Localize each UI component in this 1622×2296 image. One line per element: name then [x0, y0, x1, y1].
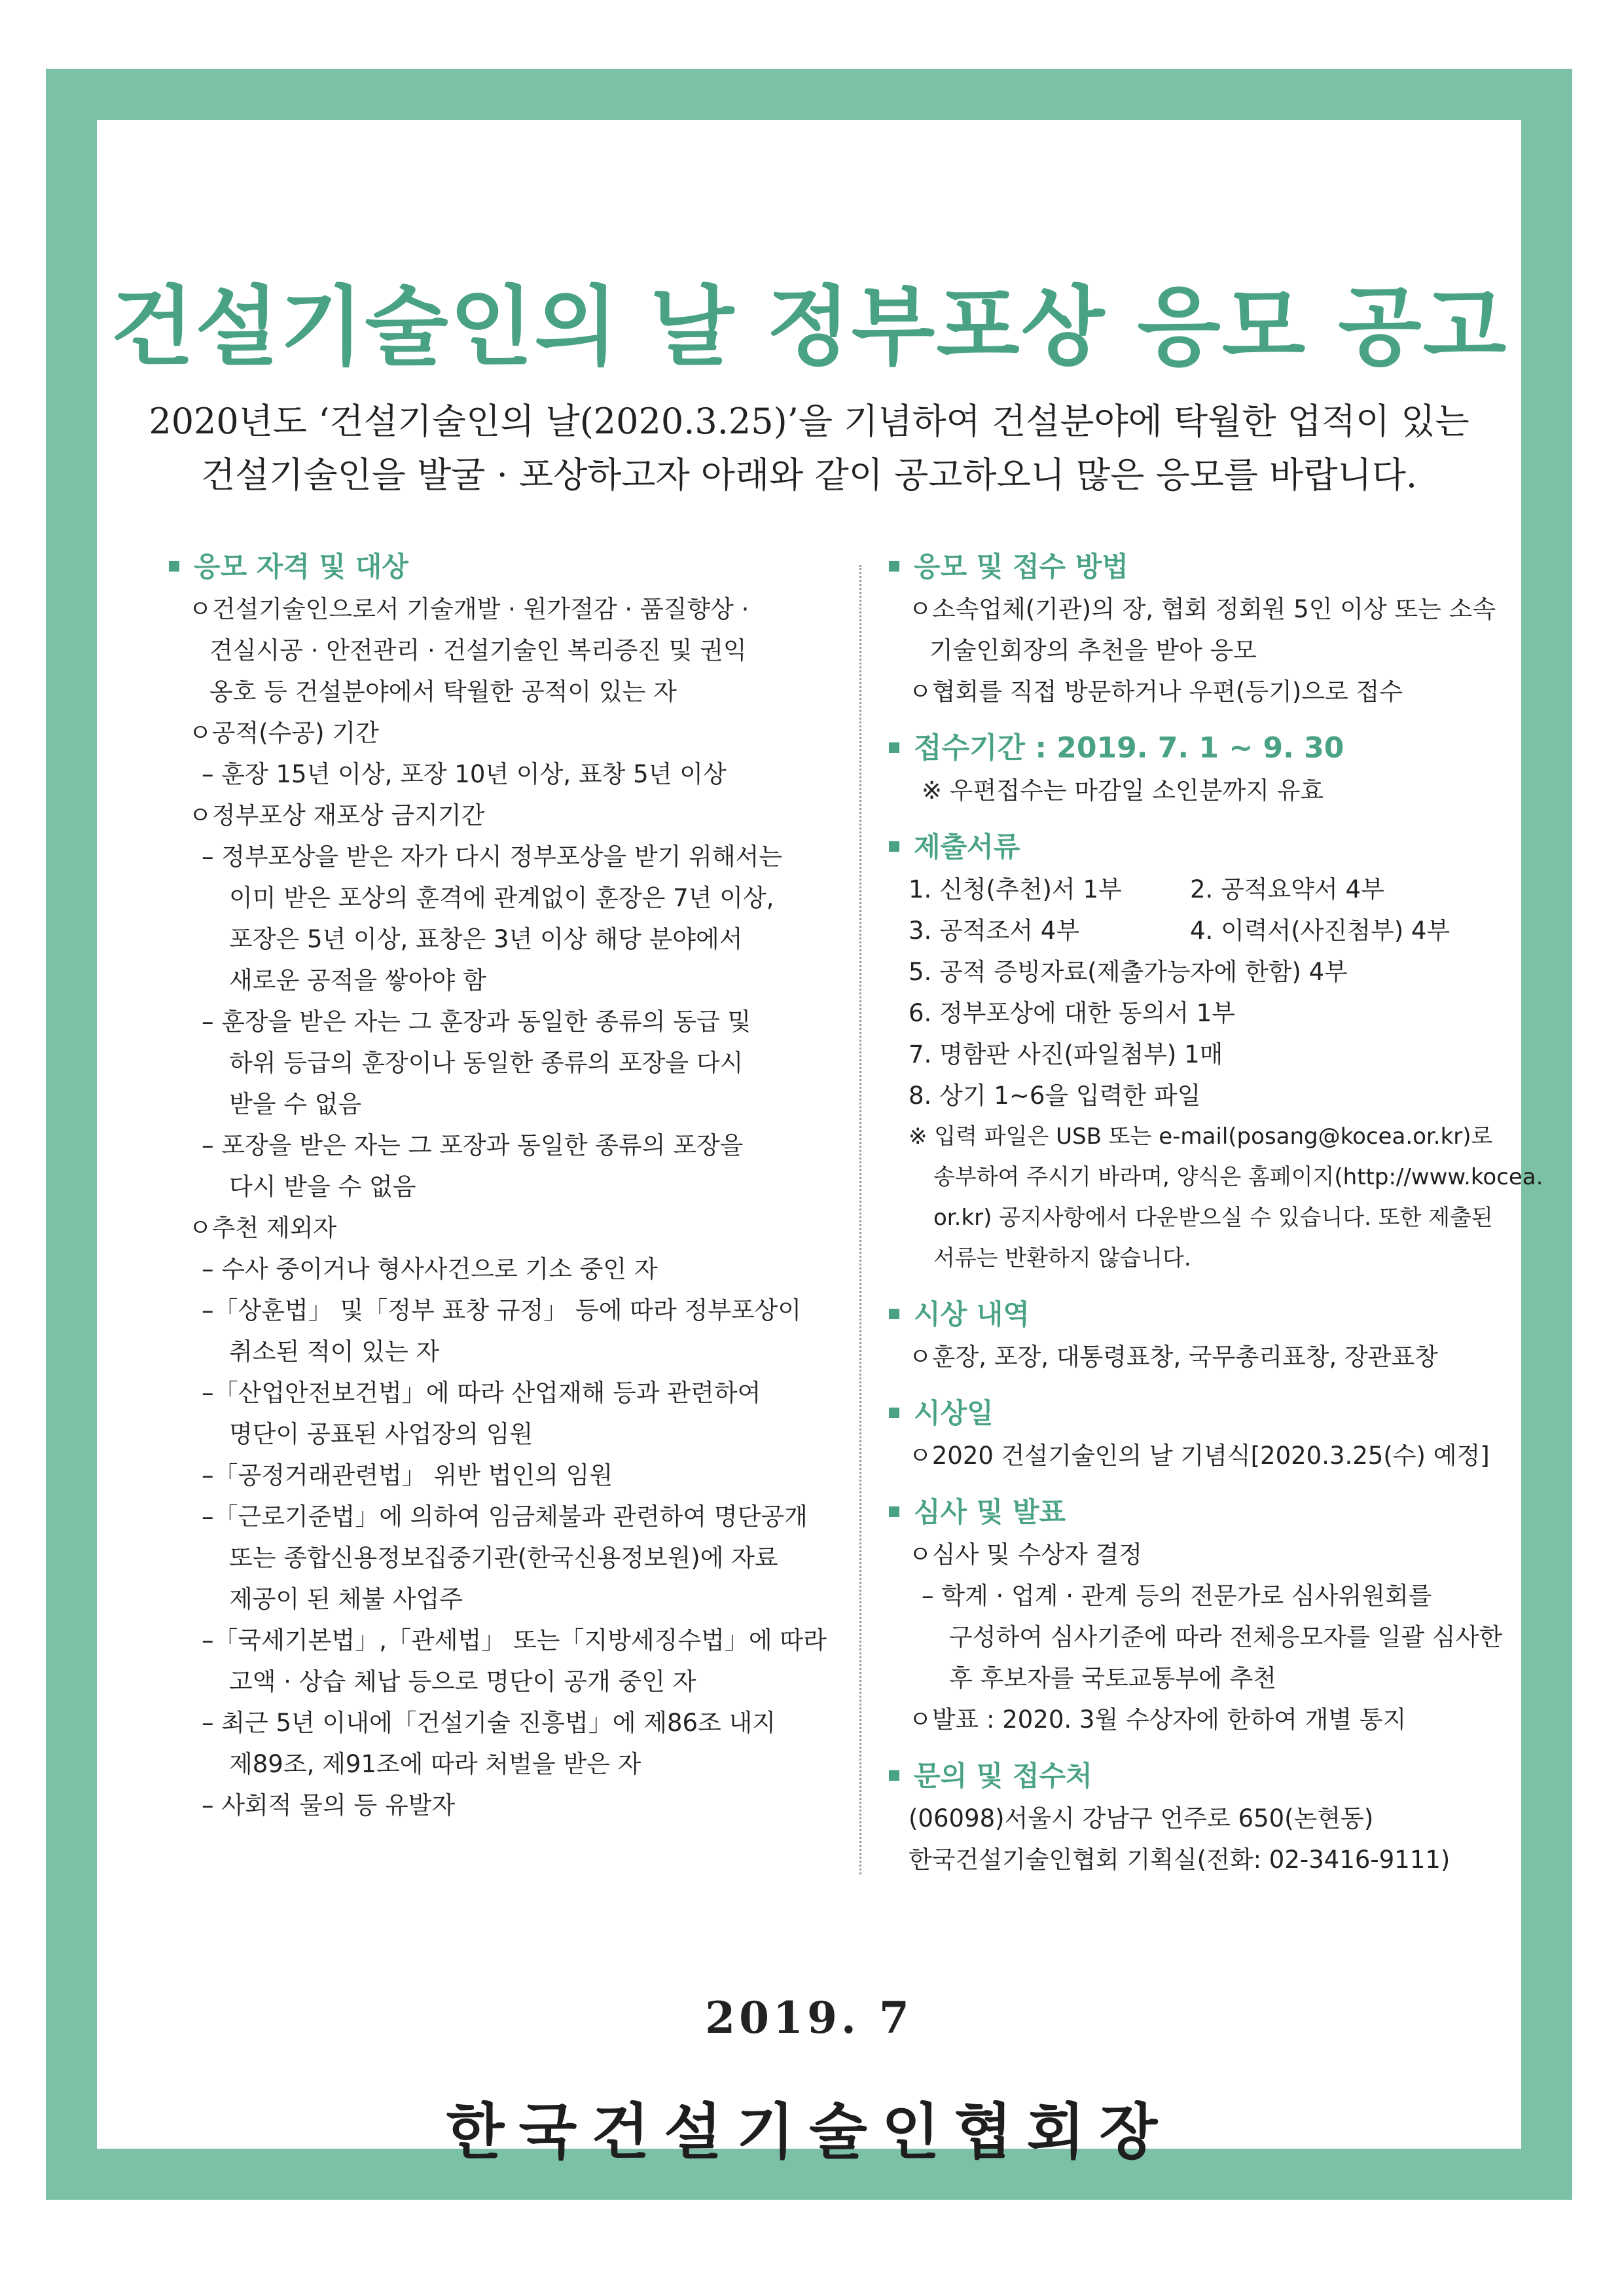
- eligibility-line: –「산업안전보건법」에 따라 산업재해 등과 관련하여: [202, 1379, 761, 1407]
- section-heading-label: 시상일: [914, 1397, 994, 1429]
- eligibility-line: – 최근 5년 이내에「건설기술 진흥법」에 제86조 내지: [202, 1709, 776, 1737]
- section-heading-label: 접수기간 : 2019. 7. 1 ~ 9. 30: [914, 731, 1344, 765]
- method-line: ㅇ협회를 직접 방문하거나 우편(등기)으로 접수: [909, 678, 1403, 706]
- document-item: 7. 명함판 사진(파일첨부) 1매: [909, 1040, 1223, 1068]
- square-bullet-icon: [889, 1408, 899, 1418]
- intro-line: 2020년도 ‘건설기술인의 날(2020.3.25)’을 기념하여 건설분야에 탁월한 업적이 있는: [149, 401, 1469, 442]
- section-heading-label: 응모 자격 및 대상: [194, 551, 408, 583]
- section-heading-label: 심사 및 발표: [914, 1496, 1066, 1528]
- section-heading: [169, 545, 843, 589]
- intro-line: 건설기술인을 발굴 · 포상하고자 아래와 같이 공고하오니 많은 응모를 바랍니다.: [200, 454, 1418, 496]
- eligibility-line: 제89조, 제91조에 따라 처벌을 받은 자: [229, 1750, 641, 1778]
- square-bullet-icon: [889, 1309, 899, 1319]
- page-title: 건설기술인의 날 정부포상 응모 공고: [110, 277, 1508, 378]
- document-item: 8. 상기 1~6을 입력한 파일: [909, 1082, 1201, 1110]
- intro-paragraph: [136, 395, 1482, 502]
- notice-panel: [97, 120, 1543, 2167]
- eligibility-line: –「근로기준법」에 의하여 임금체불과 관련하여 명단공개: [202, 1503, 808, 1531]
- section-heading: [889, 826, 1583, 869]
- eligibility-line: – 훈장을 받은 자는 그 훈장과 동일한 종류의 동급 및: [202, 1008, 751, 1036]
- eligibility-line: 견실시공 · 안전관리 · 건설기술인 복리증진 및 권익: [209, 636, 747, 665]
- section-heading: [889, 1293, 1583, 1336]
- eligibility-line: 제공이 된 체불 사업주: [229, 1585, 463, 1613]
- eligibility-line: 취소된 적이 있는 자: [229, 1338, 440, 1366]
- contact-phone: 한국건설기술인협회 기획실(전화: 02-3416-9111): [909, 1846, 1451, 1874]
- section-heading: [889, 1755, 1583, 1798]
- review-line: ㅇ심사 및 수상자 결정: [909, 1540, 1142, 1569]
- method-line: 기술인회장의 추천을 받아 응모: [929, 636, 1257, 665]
- section-contact: [889, 1755, 1583, 1880]
- section-heading-label: 응모 및 접수 방법: [914, 551, 1128, 583]
- square-bullet-icon: [889, 561, 899, 572]
- eligibility-line: – 훈장 15년 이상, 포장 10년 이상, 표창 5년 이상: [202, 760, 727, 788]
- section-heading-label: 문의 및 접수처: [914, 1760, 1092, 1792]
- section-period: [889, 727, 1583, 811]
- section-heading: [889, 545, 1583, 589]
- document-item: 6. 정부포상에 대한 동의서 1부: [909, 999, 1236, 1027]
- section-method: [889, 545, 1583, 712]
- square-bullet-icon: [889, 1770, 899, 1781]
- issue-date: 2019. 7: [705, 1992, 913, 2043]
- eligibility-line: 다시 받을 수 없음: [229, 1173, 416, 1201]
- document-item: 1. 신청(추천)서 1부: [909, 875, 1122, 903]
- period-note: ※ 우편접수는 마감일 소인분까지 유효: [922, 776, 1324, 805]
- document-item: 5. 공적 증빙자료(제출가능자에 한함) 4부: [909, 958, 1348, 986]
- document-note: 송부하여 주시기 바라며, 양식은 홈페이지(http://www.kocea.: [933, 1164, 1543, 1190]
- document-note: or.kr) 공지사항에서 다운받으실 수 있습니다. 또한 제출된: [933, 1205, 1493, 1231]
- square-bullet-icon: [169, 561, 179, 572]
- eligibility-line: – 포장을 받은 자는 그 포장과 동일한 종류의 포장을: [202, 1131, 744, 1159]
- eligibility-line: 고액 · 상습 체납 등으로 명단이 공개 중인 자: [229, 1667, 696, 1696]
- square-bullet-icon: [889, 841, 899, 852]
- eligibility-line: 하위 등급의 훈장이나 동일한 종류의 포장을 다시: [229, 1049, 744, 1077]
- eligibility-line: 또는 종합신용정보집중기관(한국신용정보원)에 자료: [229, 1544, 778, 1572]
- section-heading-label: 제출서류: [914, 831, 1020, 863]
- document-item: 4. 이력서(사진첨부) 4부: [1190, 917, 1451, 945]
- section-documents: [889, 826, 1583, 1279]
- eligibility-line: 옹호 등 건설분야에서 탁월한 공적이 있는 자: [209, 678, 677, 706]
- eligibility-line: ㅇ추천 제외자: [189, 1214, 337, 1242]
- review-line: ㅇ발표 : 2020. 3월 수상자에 한하여 개별 통지: [909, 1705, 1407, 1734]
- document-item: 2. 공적요약서 4부: [1190, 875, 1384, 903]
- square-bullet-icon: [889, 742, 899, 753]
- contact-address: (06098)서울시 강남구 언주로 650(논현동): [909, 1804, 1374, 1832]
- eligibility-line: – 수사 중이거나 형사사건으로 기소 중인 자: [202, 1255, 658, 1283]
- eligibility-line: –「국세기본법」,「관세법」 또는「지방세징수법」에 따라: [202, 1626, 827, 1654]
- eligibility-line: – 사회적 물의 등 유발자: [202, 1791, 456, 1819]
- review-line: 후 후보자를 국토교통부에 추천: [949, 1664, 1276, 1692]
- square-bullet-icon: [889, 1506, 899, 1517]
- left-column: [169, 545, 843, 1840]
- eligibility-line: ㅇ공적(수공) 기간: [189, 719, 379, 747]
- method-line: ㅇ소속업체(기관)의 장, 협회 정회원 5인 이상 또는 소속: [909, 595, 1496, 623]
- section-heading: [889, 1491, 1583, 1534]
- eligibility-line: – 정부포상을 받은 자가 다시 정부포상을 받기 위해서는: [202, 843, 783, 871]
- document-note: 서류는 반환하지 않습니다.: [933, 1245, 1191, 1271]
- eligibility-line: ㅇ정부포상 재포상 금지기간: [189, 801, 485, 829]
- section-awards: [889, 1293, 1583, 1377]
- eligibility-line: 포장은 5년 이상, 표창은 3년 이상 해당 분야에서: [229, 925, 743, 953]
- review-line: 구성하여 심사기준에 따라 전체응모자를 일괄 심사한: [949, 1623, 1503, 1651]
- column-divider: [859, 565, 861, 1874]
- review-line: – 학계 · 업계 · 관계 등의 전문가로 심사위원회를: [922, 1582, 1432, 1610]
- eligibility-line: –「상훈법」 및「정부 표창 규정」 등에 따라 정부포상이: [202, 1296, 802, 1324]
- section-eligibility: [169, 545, 843, 1826]
- eligibility-line: 받을 수 없음: [229, 1090, 362, 1118]
- page-border-frame: [46, 69, 1572, 2200]
- eligibility-line: –「공정거래관련법」 위반 법인의 임원: [202, 1461, 613, 1489]
- document-row: [889, 869, 1583, 910]
- awards-line: ㅇ훈장, 포장, 대통령표창, 국무총리표창, 장관표창: [909, 1343, 1438, 1371]
- section-ceremony: [889, 1392, 1583, 1476]
- eligibility-line: ㅇ건설기술인으로서 기술개발 · 원가절감 · 품질향상 ·: [189, 595, 749, 623]
- eligibility-line: 명단이 공표된 사업장의 임원: [229, 1420, 533, 1448]
- ceremony-line: ㅇ2020 건설기술인의 날 기념식[2020.3.25(수) 예정]: [909, 1442, 1490, 1470]
- section-heading: [889, 1392, 1583, 1435]
- eligibility-line: 이미 받은 포상의 훈격에 관계없이 훈장은 7년 이상,: [229, 884, 774, 912]
- eligibility-line: 새로운 공적을 쌓아야 함: [229, 966, 486, 994]
- document-item: 3. 공적조서 4부: [909, 917, 1080, 945]
- section-heading: [889, 727, 1583, 770]
- right-column: [889, 545, 1583, 1895]
- document-row: [889, 910, 1583, 951]
- document-note: ※ 입력 파일은 USB 또는 e-mail(posang@kocea.or.kr)로: [909, 1123, 1493, 1150]
- section-heading-label: 시상 내역: [914, 1298, 1030, 1330]
- section-review: [889, 1491, 1583, 1740]
- issuer-signature: 한국건설기술인협회장: [446, 2096, 1172, 2167]
